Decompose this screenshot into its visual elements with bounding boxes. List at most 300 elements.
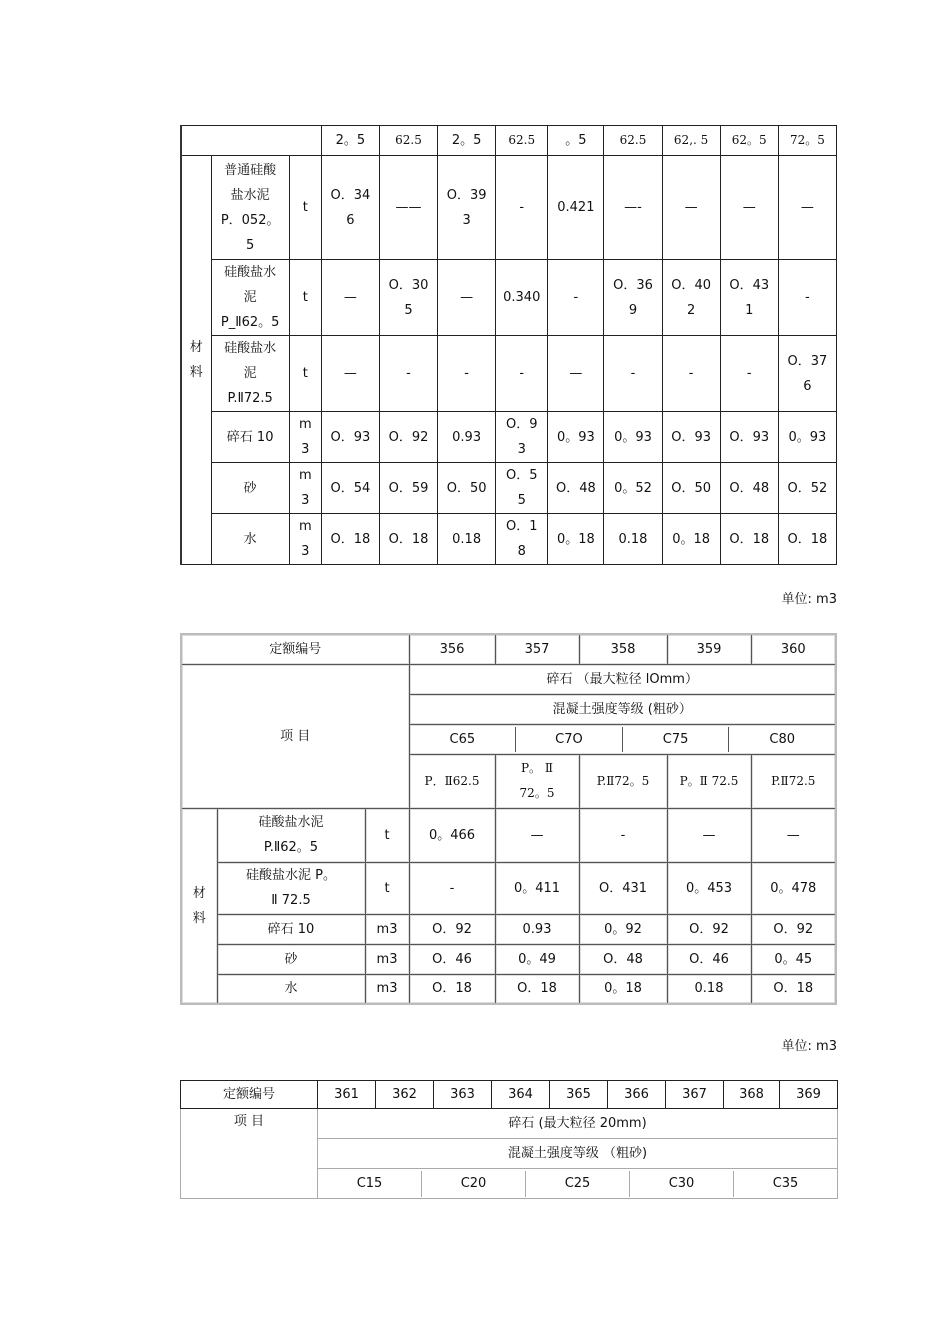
value-cell-line: 6 <box>803 378 812 394</box>
material-name-line: 硅酸盐水 <box>224 341 277 356</box>
value-cell-line: 0。45 <box>774 951 813 967</box>
value-cell <box>604 412 662 463</box>
grade-cell: C15 <box>318 1171 422 1197</box>
value-cell-line: 0。18 <box>556 531 595 547</box>
cement-cell-line: P.Ⅱ72.5 <box>771 773 816 788</box>
unit-cell-line: m <box>298 519 312 534</box>
value-cell-line: O．92 <box>689 921 729 937</box>
value-cell <box>579 944 667 974</box>
value-cell-line: 0。478 <box>770 880 817 896</box>
value-cell-line: — <box>702 827 716 843</box>
grade-cell: C80 <box>769 731 795 747</box>
value-cell <box>438 514 496 565</box>
value-cell <box>379 336 437 412</box>
value-cell <box>495 974 579 1004</box>
value-cell-line: O．431 <box>598 880 648 896</box>
value-cell-line: - <box>688 366 694 381</box>
value-cell <box>778 412 836 463</box>
value-cell-line: 0.93 <box>522 921 552 937</box>
unit-cell-line: t <box>384 827 390 843</box>
material-name <box>211 156 289 260</box>
material-name-line: 普通硅酸 <box>224 162 277 178</box>
aggregate-row <box>181 664 836 694</box>
value-cell <box>409 862 495 914</box>
cement-cell <box>751 754 836 808</box>
value-cell <box>409 944 495 974</box>
value-cell-line: O．93 <box>729 429 770 445</box>
value-cell-line: 0。466 <box>428 827 476 843</box>
grade-group <box>318 1169 838 1199</box>
value-cell <box>662 412 720 463</box>
quota-code: 363 <box>434 1081 492 1109</box>
value-cell-line: O．93 <box>330 429 371 445</box>
value-cell-line: 0。93 <box>788 429 827 445</box>
value-cell-line: O．18 <box>729 531 770 547</box>
value-cell <box>548 412 604 463</box>
value-cell-line: - <box>464 366 469 381</box>
value-cell-line: 3 <box>517 442 526 457</box>
concrete-table-1 <box>180 125 837 565</box>
value-cell-line: O．18 <box>388 531 429 547</box>
value-cell <box>579 914 667 944</box>
strength-label: 混凝土强度等级 （粗砂) <box>318 1139 838 1169</box>
value-cell <box>667 974 751 1004</box>
value-cell <box>409 974 495 1004</box>
unit-cell-line: m3 <box>376 921 398 937</box>
value-cell-line: O．18 <box>773 981 814 997</box>
grade-cell: C75 <box>623 727 730 752</box>
value-cell <box>379 514 437 565</box>
unit-cell <box>365 914 409 944</box>
unit-cell-line: m3 <box>376 951 398 967</box>
value-cell <box>720 260 778 336</box>
quota-row <box>181 634 836 664</box>
value-cell-line: - <box>805 290 810 305</box>
material-name <box>217 944 365 974</box>
unit-label: 单位: m3 <box>781 1039 837 1054</box>
value-cell-line: 0。18 <box>672 531 711 547</box>
aggregate-label: 碎石 （最大粒径 lOmm） <box>409 664 836 694</box>
value-cell <box>604 514 662 565</box>
value-cell <box>751 944 836 974</box>
value-cell-line: 2 <box>686 302 696 318</box>
value-cell-line: — <box>343 366 357 381</box>
value-cell <box>495 944 579 974</box>
value-cell-line: O．18 <box>432 981 472 997</box>
grade-cell: C20 <box>422 1171 526 1197</box>
material-row <box>181 156 837 260</box>
value-cell-line: O．50 <box>446 480 487 496</box>
value-cell-line: O．1 <box>505 519 538 534</box>
material-name-line: 盐水泥 <box>230 187 270 203</box>
material-name-line: 5 <box>246 237 255 253</box>
value-cell <box>496 336 548 412</box>
value-cell-line: O．46 <box>432 951 472 967</box>
value-cell-line: — <box>530 827 544 843</box>
unit-cell-line: m3 <box>376 981 398 997</box>
value-cell <box>778 514 836 565</box>
material-name <box>217 974 365 1004</box>
value-cell <box>720 156 778 260</box>
value-cell-line: 9 <box>628 302 638 318</box>
value-cell-line: 0.340 <box>503 290 541 305</box>
value-cell-line: O．48 <box>603 951 643 967</box>
value-cell <box>604 156 662 260</box>
material-name <box>217 862 365 914</box>
unit-cell-line: t <box>302 200 308 215</box>
value-cell-line: —— <box>395 200 422 215</box>
value-cell-line: - <box>519 366 525 381</box>
value-cell-line: 3 <box>462 212 471 228</box>
value-cell <box>778 260 836 336</box>
grade-cell: C25 <box>526 1171 630 1197</box>
item-label: 项 目 <box>181 1109 318 1199</box>
material-name-line: 水 <box>284 981 298 997</box>
value-cell <box>321 336 379 412</box>
value-cell <box>496 156 548 260</box>
value-cell <box>438 260 496 336</box>
material-row <box>181 862 836 914</box>
material-name-line: 砂 <box>243 480 257 496</box>
material-group-label-line: 材 <box>192 885 206 901</box>
value-cell <box>662 463 720 514</box>
unit-cell-line: 3 <box>301 442 310 457</box>
unit-cell-line: t <box>302 366 308 381</box>
value-cell-line: 0。49 <box>518 951 556 967</box>
grade-cell: C7O <box>516 727 623 752</box>
value-cell <box>778 463 836 514</box>
value-cell <box>548 514 604 565</box>
value-cell-line: 5 <box>404 302 413 318</box>
material-row <box>181 808 836 862</box>
grade-cell: 62.5 <box>496 126 548 156</box>
aggregate-row <box>181 1109 838 1139</box>
unit-cell <box>365 862 409 914</box>
value-cell-line: 0.93 <box>452 429 482 445</box>
value-cell <box>379 463 437 514</box>
value-cell <box>495 914 579 944</box>
value-cell <box>495 808 579 862</box>
cement-cell <box>495 754 579 808</box>
material-name-line: P_Ⅱ62。5 <box>220 315 280 330</box>
value-cell <box>548 260 604 336</box>
value-cell <box>548 463 604 514</box>
material-name-line: 硅酸盐水 <box>224 265 277 280</box>
value-cell-line: 1 <box>745 302 754 318</box>
quota-row <box>181 1081 838 1109</box>
value-cell-line: O．92 <box>773 921 814 937</box>
value-cell-line: — <box>684 200 698 215</box>
value-cell-line: O．9 <box>505 417 538 432</box>
material-name-line: 泥 <box>243 290 257 305</box>
unit-cell <box>289 463 321 514</box>
material-row <box>181 914 836 944</box>
value-cell-line: - <box>406 366 411 381</box>
value-cell-line: — <box>460 290 474 305</box>
value-cell <box>321 156 379 260</box>
material-group-label <box>181 156 211 565</box>
value-cell <box>379 260 437 336</box>
value-cell <box>778 336 836 412</box>
value-cell-line: O．92 <box>388 429 429 445</box>
value-cell-line: O．40 <box>671 277 711 293</box>
value-cell-line: O．36 <box>613 277 653 293</box>
material-name <box>211 412 289 463</box>
grade-cell: 62,. 5 <box>662 126 720 156</box>
value-cell-line: O．52 <box>787 480 828 496</box>
unit-cell <box>289 156 321 260</box>
material-name-line: 泥 <box>243 366 257 381</box>
value-cell-line: O．30 <box>388 277 429 293</box>
material-row <box>181 336 837 412</box>
grade-cell: 2。5 <box>321 126 379 156</box>
material-group-label-line: 料 <box>192 910 206 926</box>
quota-code: 365 <box>550 1081 608 1109</box>
unit-cell <box>289 412 321 463</box>
cement-cell-line: P．Ⅱ62.5 <box>424 773 480 788</box>
value-cell-line: 8 <box>517 544 526 559</box>
cement-cell <box>579 754 667 808</box>
material-name-line: 硅酸盐水泥 <box>258 815 324 830</box>
value-cell <box>751 914 836 944</box>
value-cell-line: — <box>569 366 583 381</box>
material-name-line: 碎石 10 <box>267 921 315 937</box>
quota-label: 定额编号 <box>181 1081 318 1109</box>
value-cell-line: O．34 <box>330 187 371 203</box>
value-cell <box>579 808 667 862</box>
value-cell-line: O．39 <box>446 187 487 203</box>
material-group-label-line: 材 <box>189 340 203 355</box>
value-cell <box>321 260 379 336</box>
value-cell <box>379 156 437 260</box>
grade-cell: 62.5 <box>604 126 662 156</box>
value-cell <box>548 156 604 260</box>
unit-label: 单位: m3 <box>781 592 837 607</box>
value-cell <box>662 260 720 336</box>
grade-cell: C65 <box>410 727 517 752</box>
cement-cell-line: P.Ⅱ72。5 <box>596 773 650 788</box>
value-cell <box>438 336 496 412</box>
value-cell <box>496 514 548 565</box>
cement-cell-line: P。Ⅱ 72.5 <box>679 773 739 788</box>
material-name-line: 硅酸盐水泥 P。 <box>246 868 336 883</box>
value-cell <box>662 156 720 260</box>
value-cell <box>321 514 379 565</box>
quota-code: 362 <box>376 1081 434 1109</box>
value-cell <box>321 412 379 463</box>
quota-code: 357 <box>495 634 579 664</box>
value-cell <box>751 862 836 914</box>
unit-cell-line: 3 <box>301 493 310 508</box>
value-cell-line: 0.18 <box>452 531 482 547</box>
value-cell <box>496 463 548 514</box>
value-cell <box>667 808 751 862</box>
material-group-label-line: 料 <box>189 365 203 380</box>
unit-cell <box>365 974 409 1004</box>
value-cell <box>495 862 579 914</box>
grade-cell: 62。5 <box>720 126 778 156</box>
material-name-line: P．052。 <box>220 212 280 228</box>
value-cell <box>662 336 720 412</box>
cement-cell <box>409 754 495 808</box>
unit-cell <box>289 260 321 336</box>
cement-cell-line: P。 Ⅱ <box>520 761 554 775</box>
material-name <box>217 914 365 944</box>
quota-code: 361 <box>318 1081 376 1109</box>
value-cell <box>548 336 604 412</box>
value-cell-line: 0。18 <box>604 981 642 997</box>
value-cell-line: —- <box>624 200 642 215</box>
concrete-table-3 <box>180 1080 838 1199</box>
value-cell <box>720 514 778 565</box>
quota-code: 356 <box>409 634 495 664</box>
material-name-line: P.Ⅱ62。5 <box>263 840 319 855</box>
value-cell-line: 0。52 <box>614 480 652 496</box>
value-cell-line: 0。92 <box>604 921 642 937</box>
unit-cell <box>289 336 321 412</box>
value-cell-line: 5 <box>517 493 526 508</box>
quota-code: 358 <box>579 634 667 664</box>
concrete-table-2 <box>180 633 837 1005</box>
quota-code: 364 <box>492 1081 550 1109</box>
value-cell-line: — <box>343 290 357 305</box>
value-cell <box>720 463 778 514</box>
value-cell-line: O．46 <box>689 951 729 967</box>
value-cell-line: — <box>742 200 756 215</box>
value-cell-line: 0。93 <box>614 429 652 445</box>
value-cell <box>438 463 496 514</box>
value-cell <box>751 808 836 862</box>
material-name <box>211 336 289 412</box>
unit-cell-line: 3 <box>301 544 310 559</box>
value-cell-line: O．48 <box>555 480 596 496</box>
unit-cell <box>365 808 409 862</box>
material-row <box>181 260 837 336</box>
material-row <box>181 463 837 514</box>
grade-cell: C35 <box>772 1175 799 1191</box>
material-rows <box>181 156 837 565</box>
value-cell-line: 0.18 <box>694 981 724 997</box>
grade-cell: 72。5 <box>778 126 836 156</box>
value-cell <box>667 862 751 914</box>
material-row <box>181 974 836 1004</box>
value-cell-line: O．48 <box>729 480 770 496</box>
value-cell-line: O．18 <box>517 981 557 997</box>
aggregate-label: 碎石 (最大粒径 20mm) <box>318 1109 838 1139</box>
quota-code: 367 <box>666 1081 724 1109</box>
value-cell <box>662 514 720 565</box>
value-cell-line: O．43 <box>729 277 770 293</box>
value-cell <box>496 412 548 463</box>
strength-label: 混凝土强度等级 (粗砂） <box>409 694 836 724</box>
unit-cell-line: m <box>298 417 312 432</box>
value-cell <box>751 974 836 1004</box>
grade-cell: 。5 <box>548 126 604 156</box>
quota-code: 359 <box>667 634 751 664</box>
quota-label: 定额编号 <box>181 634 409 664</box>
value-cell-line: O．5 <box>505 468 538 483</box>
grade-group <box>409 724 836 754</box>
value-cell-line: 0.18 <box>618 531 648 547</box>
value-cell-line: - <box>630 366 636 381</box>
cement-cell <box>667 754 751 808</box>
blank-header-cell <box>181 126 321 156</box>
quota-code: 366 <box>608 1081 666 1109</box>
value-cell-line: 6 <box>346 212 355 228</box>
value-cell-line: 0。93 <box>556 429 595 445</box>
value-cell <box>604 463 662 514</box>
item-label: 项 目 <box>181 664 409 808</box>
cement-cell-line: 72。5 <box>519 786 555 800</box>
material-row <box>181 944 836 974</box>
material-row <box>181 412 837 463</box>
value-cell-line: — <box>800 200 814 215</box>
material-name-line: 水 <box>243 531 257 547</box>
material-name <box>217 808 365 862</box>
grade-cell: 2。5 <box>438 126 496 156</box>
value-cell-line: O．54 <box>330 480 371 496</box>
value-cell-line: - <box>620 827 626 843</box>
material-name-line: 砂 <box>284 951 298 967</box>
material-name-line: P.Ⅱ72.5 <box>227 391 273 406</box>
value-cell-line: — <box>786 827 800 843</box>
value-cell-line: O．18 <box>330 531 371 547</box>
material-name-line: 碎石 10 <box>226 429 274 445</box>
value-cell <box>321 463 379 514</box>
value-cell <box>579 974 667 1004</box>
unit-cell-line: t <box>302 290 308 305</box>
unit-cell-line: m <box>298 468 312 483</box>
value-cell-line: O．50 <box>671 480 711 496</box>
value-cell <box>604 336 662 412</box>
value-cell <box>409 914 495 944</box>
value-cell-line: 0。411 <box>513 880 561 896</box>
value-cell-line: - <box>449 880 455 896</box>
quota-code: 369 <box>780 1081 838 1109</box>
material-name <box>211 463 289 514</box>
value-cell-line: 0。453 <box>685 880 733 896</box>
value-cell <box>438 156 496 260</box>
value-cell-line: 0.421 <box>557 200 595 215</box>
unit-cell-line: t <box>384 880 390 896</box>
value-cell-line: O．59 <box>388 480 429 496</box>
value-cell <box>604 260 662 336</box>
grade-cell: C30 <box>630 1171 734 1197</box>
value-cell-line: O．92 <box>432 921 472 937</box>
value-cell-line: - <box>519 200 525 215</box>
material-group-label <box>181 808 217 1004</box>
material-name <box>211 514 289 565</box>
value-cell <box>579 862 667 914</box>
quota-code: 368 <box>724 1081 780 1109</box>
value-cell <box>720 336 778 412</box>
value-cell <box>379 412 437 463</box>
material-name-line: Ⅱ 72.5 <box>271 893 311 908</box>
value-cell <box>720 412 778 463</box>
material-name <box>211 260 289 336</box>
value-cell <box>667 944 751 974</box>
value-cell-line: - <box>746 366 752 381</box>
value-cell <box>438 412 496 463</box>
grade-header-row <box>181 126 837 156</box>
material-row <box>181 514 837 565</box>
value-cell-line: - <box>573 290 579 305</box>
value-cell <box>409 808 495 862</box>
value-cell-line: O．37 <box>787 353 828 369</box>
value-cell <box>667 914 751 944</box>
material-rows <box>181 808 836 1004</box>
quota-code: 360 <box>751 634 836 664</box>
